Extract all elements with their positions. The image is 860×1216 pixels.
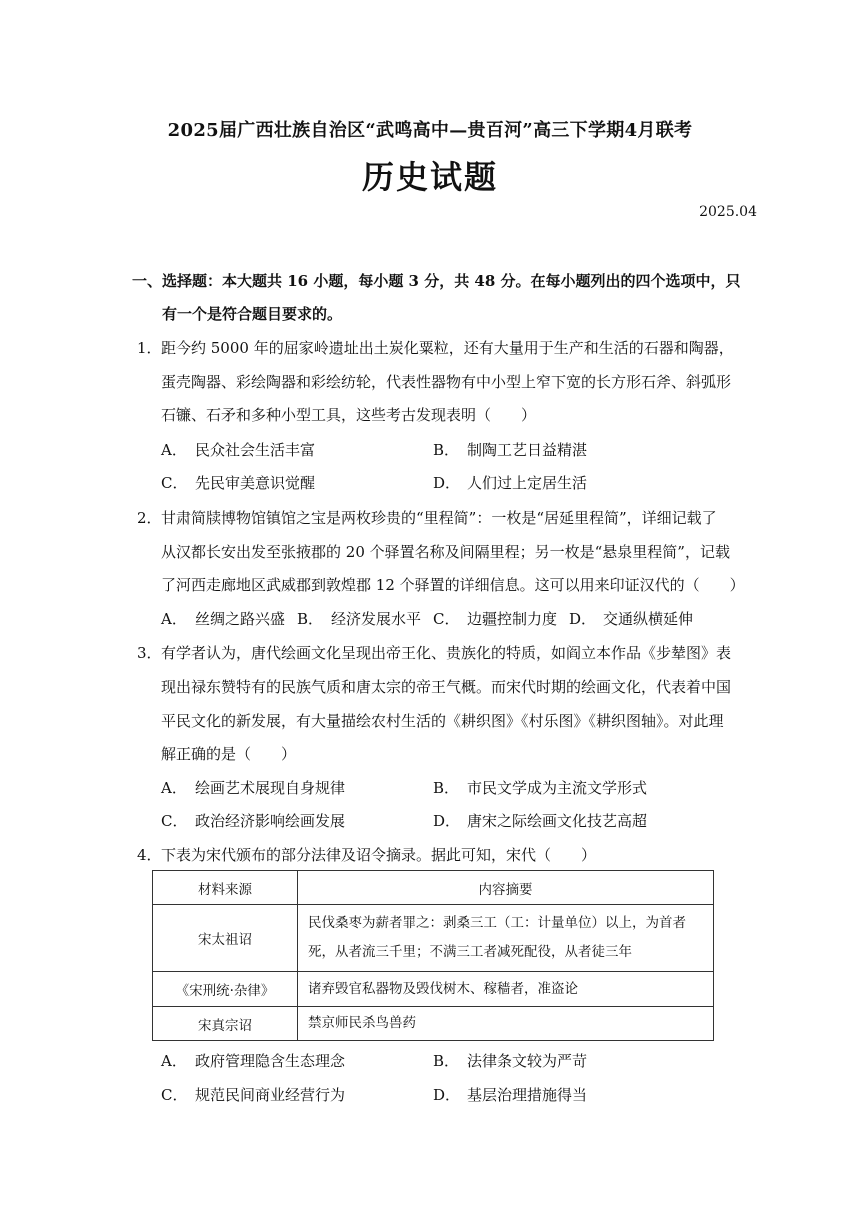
content-line: 死，从者流三千里；不满三工者减死配役，从者徒三年 [308, 944, 632, 960]
option-label: B． [297, 610, 324, 628]
option-text: 民众社会生活丰富 [195, 441, 316, 459]
option-d [433, 1084, 587, 1105]
option-label: C． [161, 1086, 188, 1104]
exam-date: 2025.04 [699, 204, 757, 220]
question-text-line: 现出禄东赞特有的民族气质和唐太宗的帝王气概。而宋代时期的绘画文化，代表着中国 [161, 678, 732, 696]
question-text-line: 了河西走廊地区武威郡到敦煌郡 12 个驿置的详细信息。这可以用来印证汉代的（ ） [161, 576, 745, 594]
option-label: D． [569, 610, 597, 628]
option-d [433, 472, 587, 493]
table-cell-source: 《宋刑统·杂律》 [153, 972, 298, 1007]
table-header-content: 内容摘要 [298, 871, 714, 905]
question-number: 4． [137, 846, 162, 864]
table-cell-source: 宋真宗诏 [153, 1007, 298, 1041]
subject-title: 历史试题 [361, 158, 498, 196]
option-label: B． [433, 441, 460, 459]
option-text: 市民文学成为主流文学形式 [467, 779, 648, 797]
question-text-line: 距今约 5000 年的屈家岭遗址出土炭化粟粒，还有大量用于生产和生活的石器和陶器， [161, 339, 734, 357]
option-a [161, 777, 345, 798]
option-c [161, 1084, 345, 1105]
question-text-line: 下表为宋代颁布的部分法律及诏令摘录。据此可知，宋代（ ） [161, 846, 597, 864]
option-text: 交通纵横延伸 [603, 610, 694, 628]
option-label: A． [161, 779, 187, 797]
option-label: C． [433, 610, 460, 628]
section-heading-line1: 一、选择题：本大题共 16 小题，每小题 3 分，共 48 分。在每小题列出的四个选项中，只 [132, 272, 741, 290]
option-text: 基层治理措施得当 [467, 1086, 588, 1104]
question-number: 3． [137, 644, 162, 662]
option-c [161, 810, 345, 831]
question-text-line: 甘肃简牍博物馆镇馆之宝是两枚珍贵的“里程简”：一枚是“居延里程简”，详细记载了 [161, 509, 717, 527]
question-text-line: 蛋壳陶器、彩绘陶器和彩绘纺轮，代表性器物有中小型上窄下宽的长方形石斧、斜弧形 [161, 373, 732, 391]
table-cell-source: 宋太祖诏 [153, 905, 298, 972]
option-d [569, 608, 693, 629]
option-text: 人们过上定居生活 [467, 474, 588, 492]
option-a [161, 608, 285, 629]
table-cell-content [298, 905, 714, 972]
option-text: 政治经济影响绘画发展 [195, 812, 346, 830]
option-b [433, 777, 647, 798]
content-line: 民伐桑枣为薪者罪之：剥桑三工（工：计量单位）以上，为首者 [308, 915, 686, 931]
table-row [153, 1007, 714, 1041]
table-row [153, 972, 714, 1007]
option-label: A． [161, 610, 187, 628]
table-row [153, 905, 714, 972]
table-header-source: 材料来源 [153, 871, 298, 905]
option-b [433, 1050, 587, 1071]
option-label: B． [433, 1052, 460, 1070]
question-number: 1． [137, 339, 162, 357]
question-text-line: 石镰、石矛和多种小型工具，这些考古发现表明（ ） [161, 406, 537, 424]
table-header-row [153, 871, 714, 905]
option-label: C． [161, 812, 188, 830]
option-text: 先民审美意识觉醒 [195, 474, 316, 492]
content-line: 诸弃毁官私器物及毁伐树木、稼穑者，准盗论 [308, 980, 578, 997]
exam-title: 2025届广西壮族自治区“武鸣高中—贵百河”高三下学期4月联考 [167, 120, 693, 141]
option-text: 政府管理隐含生态理念 [195, 1052, 346, 1070]
question-text-line: 平民文化的新发展，有大量描绘农村生活的《耕织图》《村乐图》《耕织图轴》。对此理 [161, 712, 724, 730]
option-c [433, 608, 557, 629]
option-text: 经济发展水平 [331, 610, 422, 628]
option-text: 丝绸之路兴盛 [195, 610, 286, 628]
option-text: 边疆控制力度 [467, 610, 558, 628]
option-label: D． [433, 1086, 461, 1104]
question-text-line: 从汉都长安出发至张掖郡的 20 个驿置名称及间隔里程；另一枚是“悬泉里程简”，记载 [161, 543, 730, 561]
question-text-line: 解正确的是（ ） [161, 745, 297, 763]
option-text: 规范民间商业经营行为 [195, 1086, 346, 1104]
option-label: A． [161, 441, 187, 459]
table-cell-content [298, 1007, 714, 1041]
section-heading-line2: 有一个是符合题目要求的。 [162, 305, 343, 323]
table-cell-content [298, 972, 714, 1007]
option-label: A． [161, 1052, 187, 1070]
question-text-line: 有学者认为，唐代绘画文化呈现出帝王化、贵族化的特质，如阎立本作品《步辇图》表 [161, 644, 732, 662]
option-a [161, 439, 315, 460]
question-number: 2． [137, 509, 162, 527]
content-line: 禁京师民杀鸟兽药 [308, 1015, 416, 1031]
option-b [433, 439, 587, 460]
option-text: 绘画艺术展现自身规律 [195, 779, 346, 797]
option-label: C． [161, 474, 188, 492]
option-b [297, 608, 421, 629]
option-label: B． [433, 779, 460, 797]
option-text: 唐宋之际绘画文化技艺高超 [467, 812, 648, 830]
option-label: D． [433, 474, 461, 492]
option-c [161, 472, 315, 493]
option-d [433, 810, 647, 831]
law-table [152, 870, 714, 1041]
option-label: D． [433, 812, 461, 830]
option-text: 制陶工艺日益精湛 [467, 441, 588, 459]
option-a [161, 1050, 345, 1071]
option-text: 法律条文较为严苛 [467, 1052, 588, 1070]
